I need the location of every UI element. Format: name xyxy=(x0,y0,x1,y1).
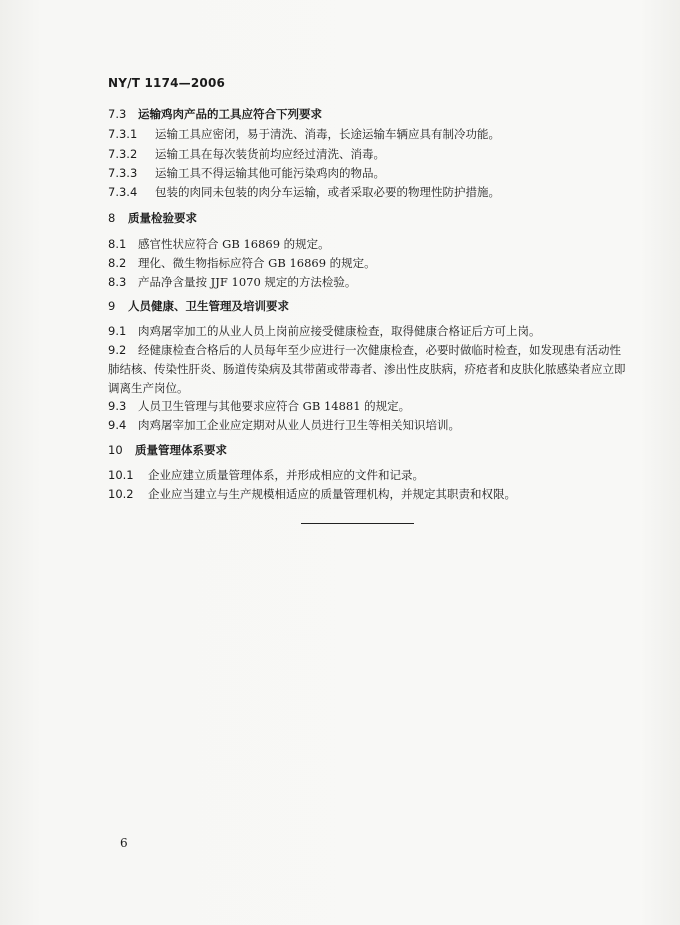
clause-text: 包装的肉同未包装的肉分车运输，或者采取必要的物理性防护措施。 xyxy=(155,185,500,199)
clause-10-1 xyxy=(108,466,424,485)
section-7-3-heading xyxy=(108,105,322,124)
section-9-heading xyxy=(108,297,289,316)
section-number: 7.3 xyxy=(108,107,127,121)
clause-number: 7.3.4 xyxy=(108,185,138,199)
page-number: 6 xyxy=(120,836,128,850)
clause-number: 8.1 xyxy=(108,237,127,251)
clause-9-2 xyxy=(108,341,628,398)
clause-9-4 xyxy=(108,416,460,435)
clause-7-3-2 xyxy=(108,145,385,164)
clause-7-3-1 xyxy=(108,125,500,144)
clause-text: 产品净含量按 JJF 1070 规定的方法检验。 xyxy=(138,275,357,289)
clause-text: 经健康检查合格后的人员每年至少应进行一次健康检查，必要时做临时检查，如发现患有活动性肺结核、传染性肝炎、肠道传染病及其带菌或带毒者、渗出性皮肤病，疥疮者和皮肤化脓感染者应立即调离生产岗位。 xyxy=(108,343,626,395)
clause-number: 8.2 xyxy=(108,256,127,270)
clause-text: 肉鸡屠宰加工的从业人员上岗前应接受健康检查，取得健康合格证后方可上岗。 xyxy=(138,324,541,338)
clause-8-1 xyxy=(108,235,330,254)
clause-10-2 xyxy=(108,485,516,504)
end-rule xyxy=(301,523,414,524)
standard-code: NY/T 1174—2006 xyxy=(108,76,226,90)
clause-7-3-3 xyxy=(108,164,385,183)
clause-text: 运输工具应密闭，易于清洗、消毒，长途运输车辆应具有制冷功能。 xyxy=(155,127,500,141)
section-number: 9 xyxy=(108,299,116,313)
section-number: 8 xyxy=(108,211,116,225)
section-title: 运输鸡肉产品的工具应符合下列要求 xyxy=(138,107,322,121)
clause-text: 人员卫生管理与其他要求应符合 GB 14881 的规定。 xyxy=(138,399,411,413)
clause-number: 9.3 xyxy=(108,399,127,413)
clause-number: 7.3.3 xyxy=(108,166,138,180)
clause-text: 肉鸡屠宰加工企业应定期对从业人员进行卫生等相关知识培训。 xyxy=(138,418,460,432)
clause-7-3-4 xyxy=(108,183,500,202)
clause-8-2 xyxy=(108,254,376,273)
clause-text: 企业应建立质量管理体系，并形成相应的文件和记录。 xyxy=(148,468,424,482)
clause-9-1 xyxy=(108,322,541,341)
section-title: 质量管理体系要求 xyxy=(135,443,227,457)
clause-number: 7.3.1 xyxy=(108,127,138,141)
section-title: 质量检验要求 xyxy=(128,211,197,225)
clause-text: 理化、微生物指标应符合 GB 16869 的规定。 xyxy=(138,256,376,270)
clause-text: 运输工具不得运输其他可能污染鸡肉的物品。 xyxy=(155,166,385,180)
clause-number: 9.1 xyxy=(108,324,127,338)
section-8-heading xyxy=(108,209,197,228)
clause-number: 9.4 xyxy=(108,418,127,432)
clause-number: 7.3.2 xyxy=(108,147,138,161)
clause-9-3 xyxy=(108,397,410,416)
section-number: 10 xyxy=(108,443,123,457)
clause-text: 企业应当建立与生产规模相适应的质量管理机构，并规定其职责和权限。 xyxy=(148,487,516,501)
clause-text: 感官性状应符合 GB 16869 的规定。 xyxy=(138,237,330,251)
clause-number: 9.2 xyxy=(108,343,127,357)
clause-8-3 xyxy=(108,273,356,292)
clause-number: 8.3 xyxy=(108,275,127,289)
clause-number: 10.2 xyxy=(108,487,134,501)
section-title: 人员健康、卫生管理及培训要求 xyxy=(128,299,289,313)
clause-text: 运输工具在每次装货前均应经过清洗、消毒。 xyxy=(155,147,385,161)
clause-number: 10.1 xyxy=(108,468,134,482)
section-10-heading xyxy=(108,441,227,460)
